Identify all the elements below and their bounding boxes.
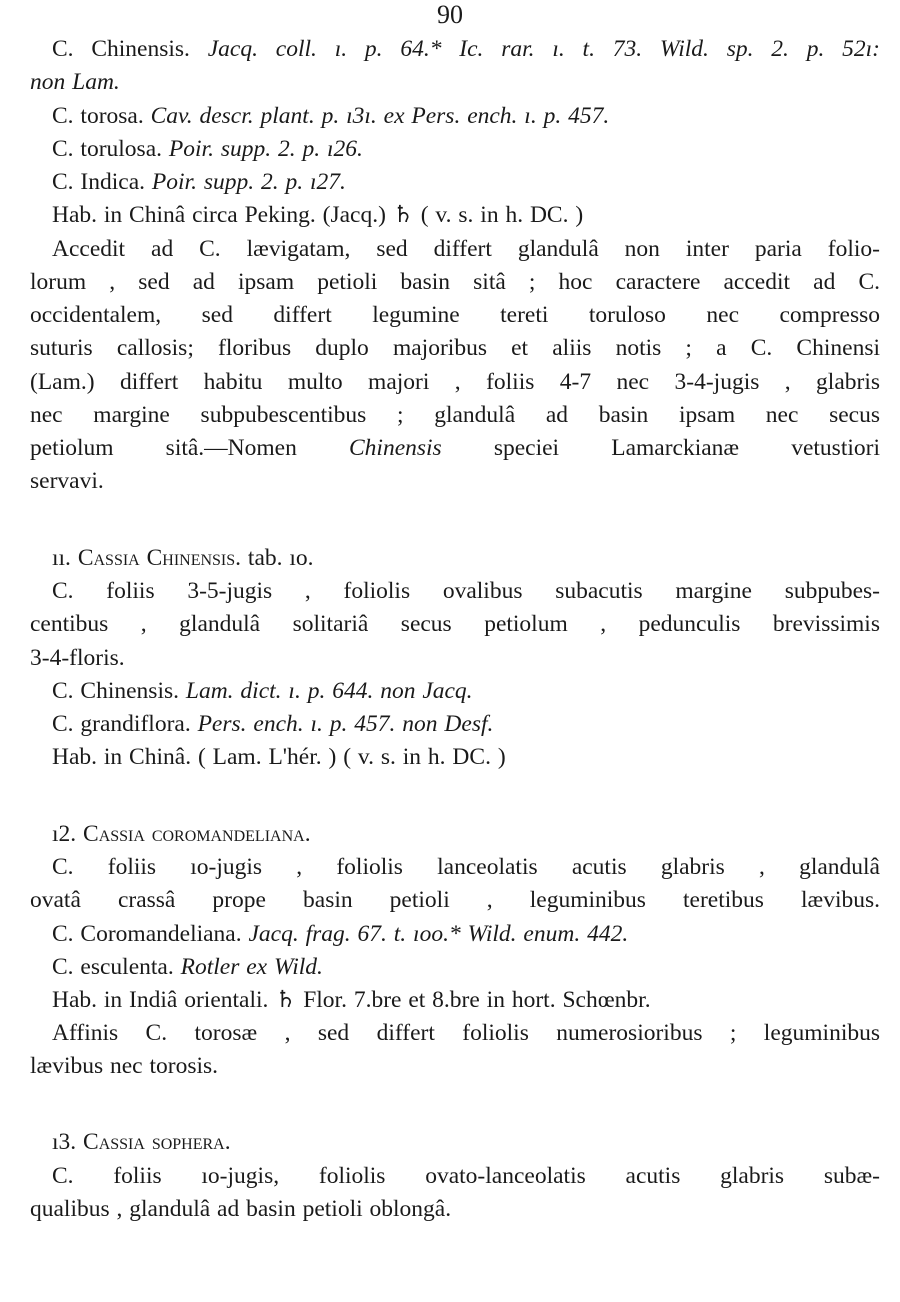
text-line [30, 367, 880, 397]
text-line [52, 819, 311, 849]
section-heading: Cassia Chinensis. [77, 545, 242, 571]
text-segment: tab. ıo. [241, 545, 314, 571]
text-line [52, 709, 493, 739]
text-line [52, 919, 628, 949]
text-segment: C. torosa. [52, 103, 151, 129]
text-segment: C. foliis ıo-jugis , foliolis lanceolatis acutis glabris , glandulâ [52, 854, 880, 880]
text-line [30, 333, 880, 363]
text-line [30, 300, 880, 330]
section-heading: Cassia coromandeliana. [83, 821, 311, 847]
text-line [30, 400, 880, 430]
text-line [52, 1161, 880, 1191]
text-line [30, 885, 880, 915]
text-segment: C. torulosa. [52, 136, 169, 162]
text-line [52, 200, 583, 230]
text-segment: Hab. in Indiâ orientali. ♄ Flor. 7.bre et 8.bre in hort. Schœnbr. [52, 987, 651, 1013]
text-segment: Accedit ad C. lævigatam, sed differt glandulâ non inter paria folio- [52, 236, 880, 262]
text-segment: Poir. supp. 2. p. ı27. [151, 169, 346, 195]
text-line [52, 1127, 231, 1157]
text-segment: speciei Lamarckianæ vetustiori [441, 435, 880, 461]
section-heading: Cassia sophera. [83, 1129, 231, 1155]
text-segment: ı3. [52, 1129, 84, 1155]
text-line [52, 952, 323, 982]
page-number: 90 [437, 0, 463, 29]
text-segment: ı2. [52, 821, 84, 847]
text-segment: C. foliis ıo-jugis, foliolis ovato-lanceolatis acutis glabris subæ- [52, 1163, 880, 1189]
text-line [30, 643, 125, 673]
text-line [52, 34, 880, 64]
text-line [52, 101, 609, 131]
text-line [52, 852, 880, 882]
text-segment: qualibus , glandulâ ad basin petioli oblongâ. [30, 1196, 452, 1222]
text-line [30, 267, 880, 297]
text-line [52, 167, 346, 197]
text-segment: occidentalem, sed differt legumine tereti toruloso nec compresso [30, 302, 880, 328]
text-segment: Hab. in Chinâ circa Peking. (Jacq.) ♄ ( v. s. in h. DC. ) [52, 202, 584, 228]
text-segment: Hab. in Chinâ. ( Lam. L'hér. ) ( v. s. in h. DC. ) [52, 744, 506, 770]
text-line [52, 676, 473, 706]
text-segment: Affinis C. torosæ , sed differt foliolis numerosioribus ; leguminibus [52, 1020, 880, 1046]
text-segment: Poir. supp. 2. p. ı26. [168, 136, 363, 162]
text-segment: servavi. [30, 468, 104, 494]
text-segment: nec margine subpubescentibus ; glandulâ ad basin ipsam nec secus [30, 402, 880, 428]
text-line [52, 543, 314, 573]
text-line [52, 234, 880, 264]
text-line [52, 985, 651, 1015]
text-segment: Jacq. frag. 67. t. ıoo.* Wild. enum. 442. [248, 921, 629, 947]
text-segment: lorum , sed ad ipsam petioli basin sitâ ; hoc caractere accedit ad C. [30, 269, 880, 295]
text-segment: C. Chinensis. [52, 678, 186, 704]
text-segment: non Lam. [30, 69, 120, 95]
text-segment: Lam. dict. ı. p. 644. non Jacq. [185, 678, 473, 704]
text-segment: Jacq. coll. ı. p. 64.* Ic. rar. ı. t. 73. Wild. sp. 2. p. 52ı: [207, 36, 880, 62]
text-line [30, 466, 104, 496]
text-line [30, 1194, 451, 1224]
text-line [52, 134, 363, 164]
text-segment: Pers. ench. ı. p. 457. non Desf. [197, 711, 494, 737]
text-segment: 3-4-floris. [30, 645, 125, 671]
text-segment: centibus , glandulâ solitariâ secus petiolum , pedunculis brevissimis [30, 611, 880, 637]
text-segment: Chinensis [349, 435, 442, 461]
text-segment: suturis callosis; floribus duplo majoribus et aliis notis ; a C. Chinensi [30, 335, 880, 361]
text-segment: C. esculenta. [52, 954, 181, 980]
text-line [52, 576, 880, 606]
text-segment: ıı. [52, 545, 78, 571]
text-segment: (Lam.) differt habitu multo majori , foliis 4-7 nec 3-4-jugis , glabris [30, 369, 880, 395]
text-line [30, 433, 880, 463]
text-line [30, 67, 120, 97]
text-segment: ovatâ crassâ prope basin petioli , leguminibus teretibus lævibus. [30, 887, 880, 913]
text-line [52, 742, 506, 772]
text-segment: C. Indica. [52, 169, 152, 195]
text-line [52, 1018, 880, 1048]
text-line [30, 609, 880, 639]
text-segment: C. Coromandeliana. [52, 921, 249, 947]
text-segment: C. grandiflora. [52, 711, 198, 737]
text-line [30, 1051, 218, 1081]
text-segment: C. Chinensis. [52, 36, 208, 62]
text-segment: Rotler ex Wild. [180, 954, 323, 980]
text-segment: C. foliis 3-5-jugis , foliolis ovalibus subacutis margine subpubes- [52, 578, 880, 604]
text-segment: Cav. descr. plant. p. ı3ı. ex Pers. ench. ı. p. 457. [150, 103, 610, 129]
text-segment: petiolum sitâ.—Nomen [30, 435, 349, 461]
text-segment: lævibus nec torosis. [30, 1053, 219, 1079]
